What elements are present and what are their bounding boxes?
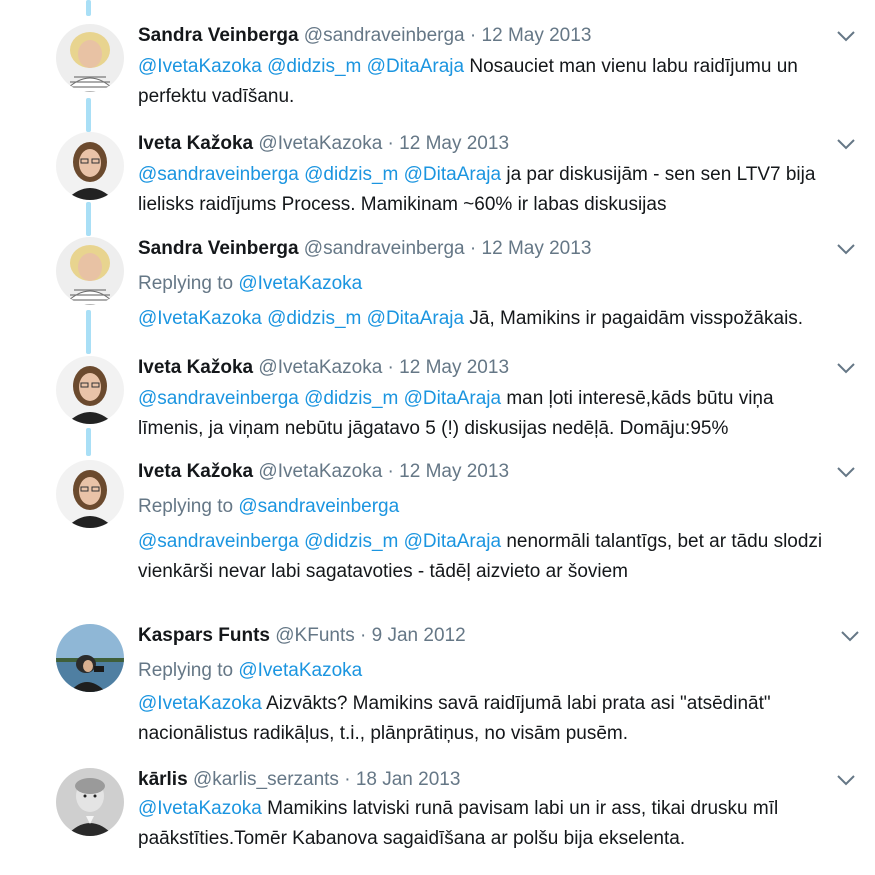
replying-to xyxy=(138,495,399,519)
tweet-header xyxy=(138,356,509,380)
chevron-down-icon[interactable] xyxy=(836,29,856,43)
author-name[interactable]: kārlis xyxy=(138,769,188,790)
tweet-header xyxy=(138,24,591,48)
tweet-text-line2: lielisks raidījums Process. Mamikinam ~60% ir labas diskusijas xyxy=(138,194,667,215)
tweet[interactable] xyxy=(0,460,875,590)
separator-dot: · xyxy=(387,133,394,154)
sandra-avatar-icon xyxy=(56,237,124,305)
avatar[interactable] xyxy=(56,624,124,692)
replying-label: Replying to xyxy=(138,273,239,294)
separator-dot: · xyxy=(387,461,394,482)
separator-dot: · xyxy=(469,25,477,46)
tweet-text-line1: Mamikins latviski runā pavisam labi un ir ass, tikai drusku mīl xyxy=(261,798,779,819)
sandra-avatar-icon xyxy=(56,24,124,92)
tweet-header xyxy=(138,132,509,156)
author-name[interactable]: Iveta Kažoka xyxy=(138,461,254,482)
iveta-avatar-icon xyxy=(56,356,124,424)
author-handle[interactable]: @IvetaKazoka xyxy=(258,133,383,154)
tweet-date[interactable]: 18 Jan 2013 xyxy=(355,769,461,790)
tweet-date[interactable]: 12 May 2013 xyxy=(481,25,592,46)
mention-links[interactable]: @IvetaKazoka @didzis_m @DitaAraja xyxy=(138,308,465,329)
tweet-header xyxy=(138,237,591,261)
chevron-down-icon[interactable] xyxy=(836,465,856,479)
author-name[interactable]: Iveta Kažoka xyxy=(138,357,254,378)
author-name[interactable]: Iveta Kažoka xyxy=(138,133,254,154)
avatar[interactable] xyxy=(56,132,124,200)
tweet-header xyxy=(138,460,509,484)
separator-dot: · xyxy=(387,357,394,378)
replying-label: Replying to xyxy=(138,496,239,517)
tweet-date[interactable]: 9 Jan 2012 xyxy=(371,625,466,646)
separator-dot: · xyxy=(360,625,367,646)
tweet-text-line2: līmenis, ja viņam nebūtu jāgatavo 5 (!) diskusijas nedēļā. Domāju:95% xyxy=(138,418,729,439)
tweet-header xyxy=(138,768,460,792)
author-name[interactable]: Kaspars Funts xyxy=(138,625,270,646)
thread-line xyxy=(86,0,91,16)
separator-dot: · xyxy=(469,238,477,259)
mention-links[interactable]: @IvetaKazoka @didzis_m @DitaAraja xyxy=(138,56,465,77)
author-name[interactable]: Sandra Veinberga xyxy=(138,25,299,46)
tweet-text xyxy=(138,160,815,220)
tweet[interactable] xyxy=(0,237,875,337)
chevron-down-icon[interactable] xyxy=(836,361,856,375)
tweet-date[interactable]: 12 May 2013 xyxy=(399,357,510,378)
tweet-text-line1: man ļoti interesē,kāds būtu viņa xyxy=(501,388,774,409)
tweet[interactable] xyxy=(0,132,875,222)
iveta-avatar-icon xyxy=(56,132,124,200)
author-handle[interactable]: @karlis_serzants xyxy=(192,769,339,790)
tweet-text-line1: ja par diskusijām - sen sen LTV7 bija xyxy=(501,164,816,185)
avatar[interactable] xyxy=(56,356,124,424)
replying-to xyxy=(138,272,362,296)
tweet-text xyxy=(138,52,798,112)
separator-dot: · xyxy=(344,769,351,790)
tweet-text-line2: paākstīties.Tomēr Kabanova sagaidīšana ar polšu bija ekselenta. xyxy=(138,828,686,849)
tweet-text-line2: vienkārši nevar labi sagatavoties - tādēļ aizvieto ar šoviem xyxy=(138,561,629,582)
tweet-text-line1: Nosauciet man vienu labu raidījumu un xyxy=(464,56,798,77)
tweet-text-line2: perfektu vadīšanu. xyxy=(138,86,295,107)
tweet[interactable] xyxy=(0,768,875,863)
replying-to-link[interactable]: @IvetaKazoka xyxy=(238,273,363,294)
tweet-text xyxy=(138,304,803,334)
tweet-text xyxy=(138,384,774,444)
replying-label: Replying to xyxy=(138,660,239,681)
mention-links[interactable]: @IvetaKazoka xyxy=(138,693,262,714)
replying-to-link[interactable]: @IvetaKazoka xyxy=(238,660,363,681)
tweet-text-line2: nacionālistus radikāļus, t.i., plānprātiņus, no visām pusēm. xyxy=(138,723,629,744)
author-name[interactable]: Sandra Veinberga xyxy=(138,238,299,259)
chevron-down-icon[interactable] xyxy=(836,773,856,787)
tweet-text-line1: Aizvākts? Mamikins savā raidījumā labi prata asi "atsēdināt" xyxy=(261,693,771,714)
kaspars-avatar-icon xyxy=(56,624,124,692)
author-handle[interactable]: @IvetaKazoka xyxy=(258,461,383,482)
author-handle[interactable]: @KFunts xyxy=(275,625,355,646)
tweet-text xyxy=(138,794,778,854)
tweet-header xyxy=(138,624,466,648)
tweet-date[interactable]: 12 May 2013 xyxy=(399,461,510,482)
avatar[interactable] xyxy=(56,24,124,92)
tweet-text xyxy=(138,527,822,587)
replying-to xyxy=(138,659,362,683)
tweet-date[interactable]: 12 May 2013 xyxy=(399,133,510,154)
iveta-avatar-icon xyxy=(56,460,124,528)
tweet-text xyxy=(138,689,771,749)
mention-links[interactable]: @IvetaKazoka xyxy=(138,798,262,819)
mention-links[interactable]: @sandraveinberga @didzis_m @DitaAraja xyxy=(138,164,502,185)
chevron-down-icon[interactable] xyxy=(836,137,856,151)
replying-to-link[interactable]: @sandraveinberga xyxy=(238,496,400,517)
tweet[interactable] xyxy=(0,356,875,446)
tweet-text-line1: Jā, Mamikins ir pagaidām visspožākais. xyxy=(464,308,804,329)
tweet-date[interactable]: 12 May 2013 xyxy=(481,238,592,259)
avatar[interactable] xyxy=(56,768,124,836)
tweet-text-line1: nenormāli talantīgs, bet ar tādu slodzi xyxy=(501,531,823,552)
author-handle[interactable]: @sandraveinberga xyxy=(303,238,465,259)
tweet[interactable] xyxy=(0,624,875,754)
chevron-down-icon[interactable] xyxy=(836,242,856,256)
mention-links[interactable]: @sandraveinberga @didzis_m @DitaAraja xyxy=(138,531,502,552)
avatar[interactable] xyxy=(56,237,124,305)
mention-links[interactable]: @sandraveinberga @didzis_m @DitaAraja xyxy=(138,388,502,409)
author-handle[interactable]: @sandraveinberga xyxy=(303,25,465,46)
chevron-down-icon[interactable] xyxy=(840,629,860,643)
author-handle[interactable]: @IvetaKazoka xyxy=(258,357,383,378)
tweet[interactable] xyxy=(0,24,875,114)
avatar[interactable] xyxy=(56,460,124,528)
karlis-avatar-icon xyxy=(56,768,124,836)
